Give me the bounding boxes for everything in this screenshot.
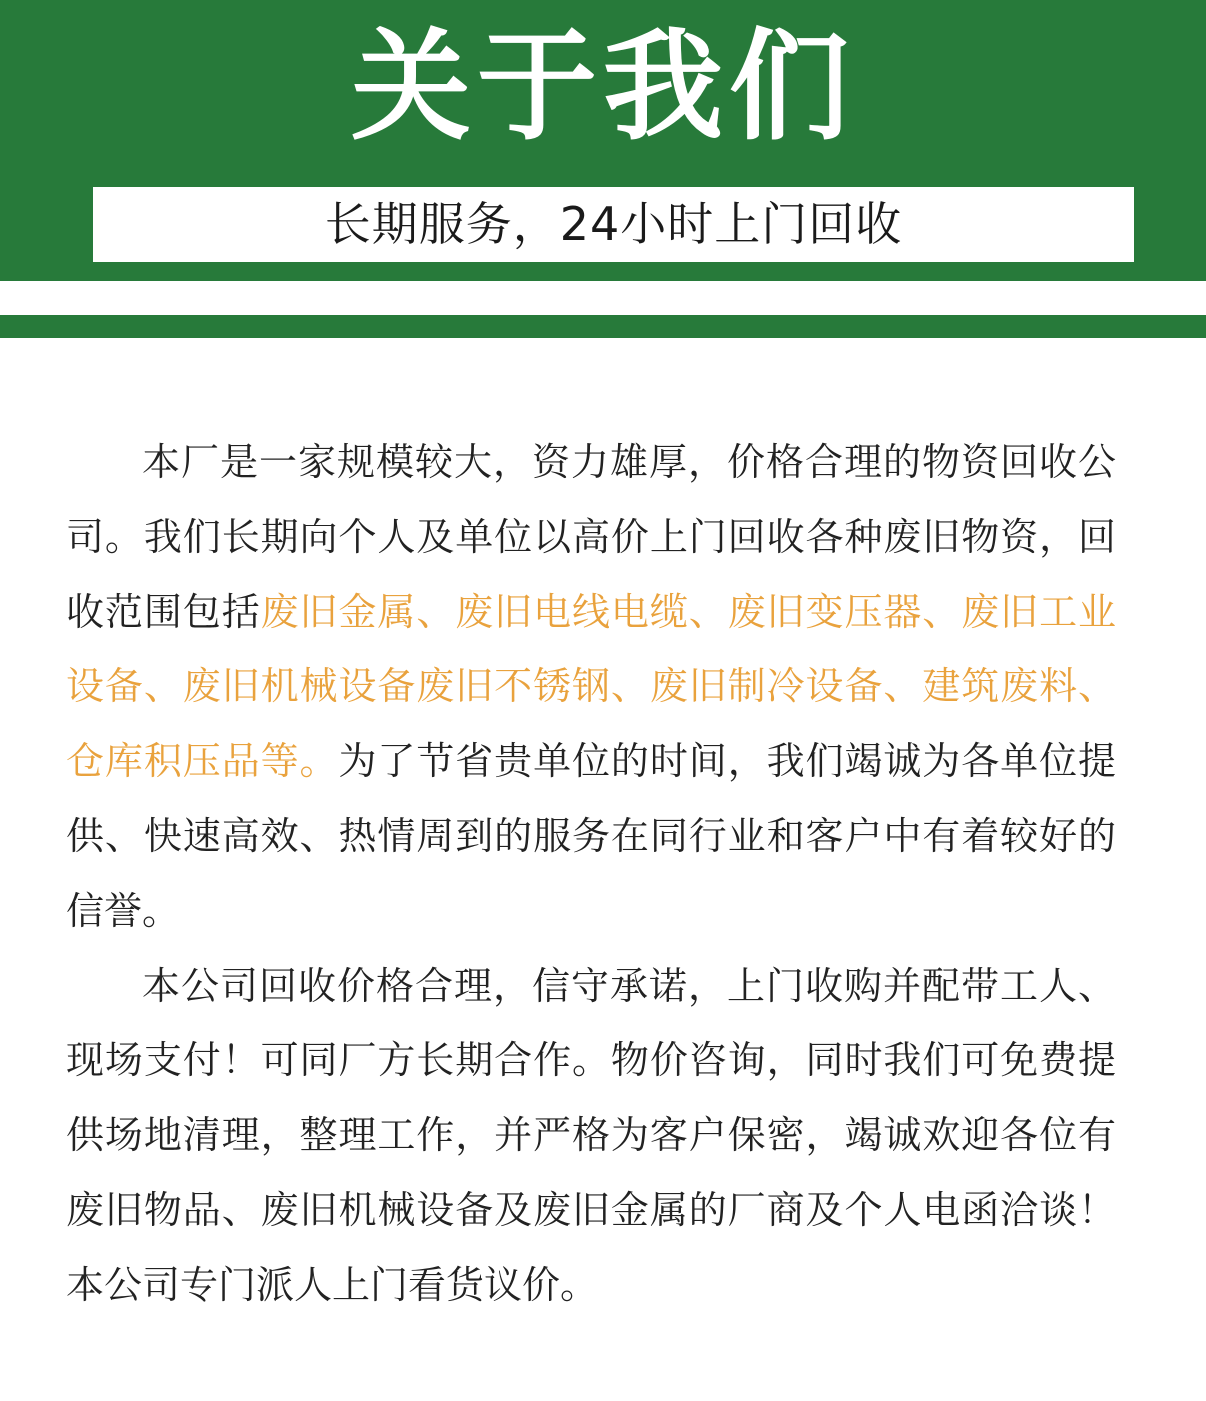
paragraph-2: 本公司回收价格合理，信守承诺，上门收购并配带工人、现场支付！可同厂方长期合作。物价咨询，同时我们可免费提供场地清理，整理工作，并严格为客户保密，竭诚欢迎各位有废旧物品、废旧机械设备及废旧金属的厂商及个人电函洽谈！本公司专门派人上门看货议价。 (66, 963, 1116, 1307)
paragraph-1-outro: 为了节省贵单位的时间，我们竭诚为各单位提供、快速高效、热情周到的服务在同行业和客户中有着较好的信誉。 (66, 739, 1116, 933)
divider-bar (0, 315, 1206, 338)
subtitle-box (93, 187, 1134, 262)
recycling-scope-highlight: 废旧金属、废旧电线电缆、废旧变压器、废旧工业设备、废旧机械设备废旧不锈钢、废旧制冷设备、建筑废料、仓库积压品等。 (66, 589, 1116, 784)
header-banner (0, 0, 1206, 281)
paragraph-1 (66, 425, 1116, 949)
about-content (66, 425, 1116, 1323)
page-subtitle: 长期服务，24小时上门回收 (324, 197, 903, 251)
page-title: 关于我们 (351, 18, 855, 157)
paragraph-1-intro: 本厂是一家规模较大，资力雄厚，价格合理的物资回收公司。我们长期向个人及单位以高价上门回收各种废旧物资，回收范围包括 (66, 440, 1116, 634)
